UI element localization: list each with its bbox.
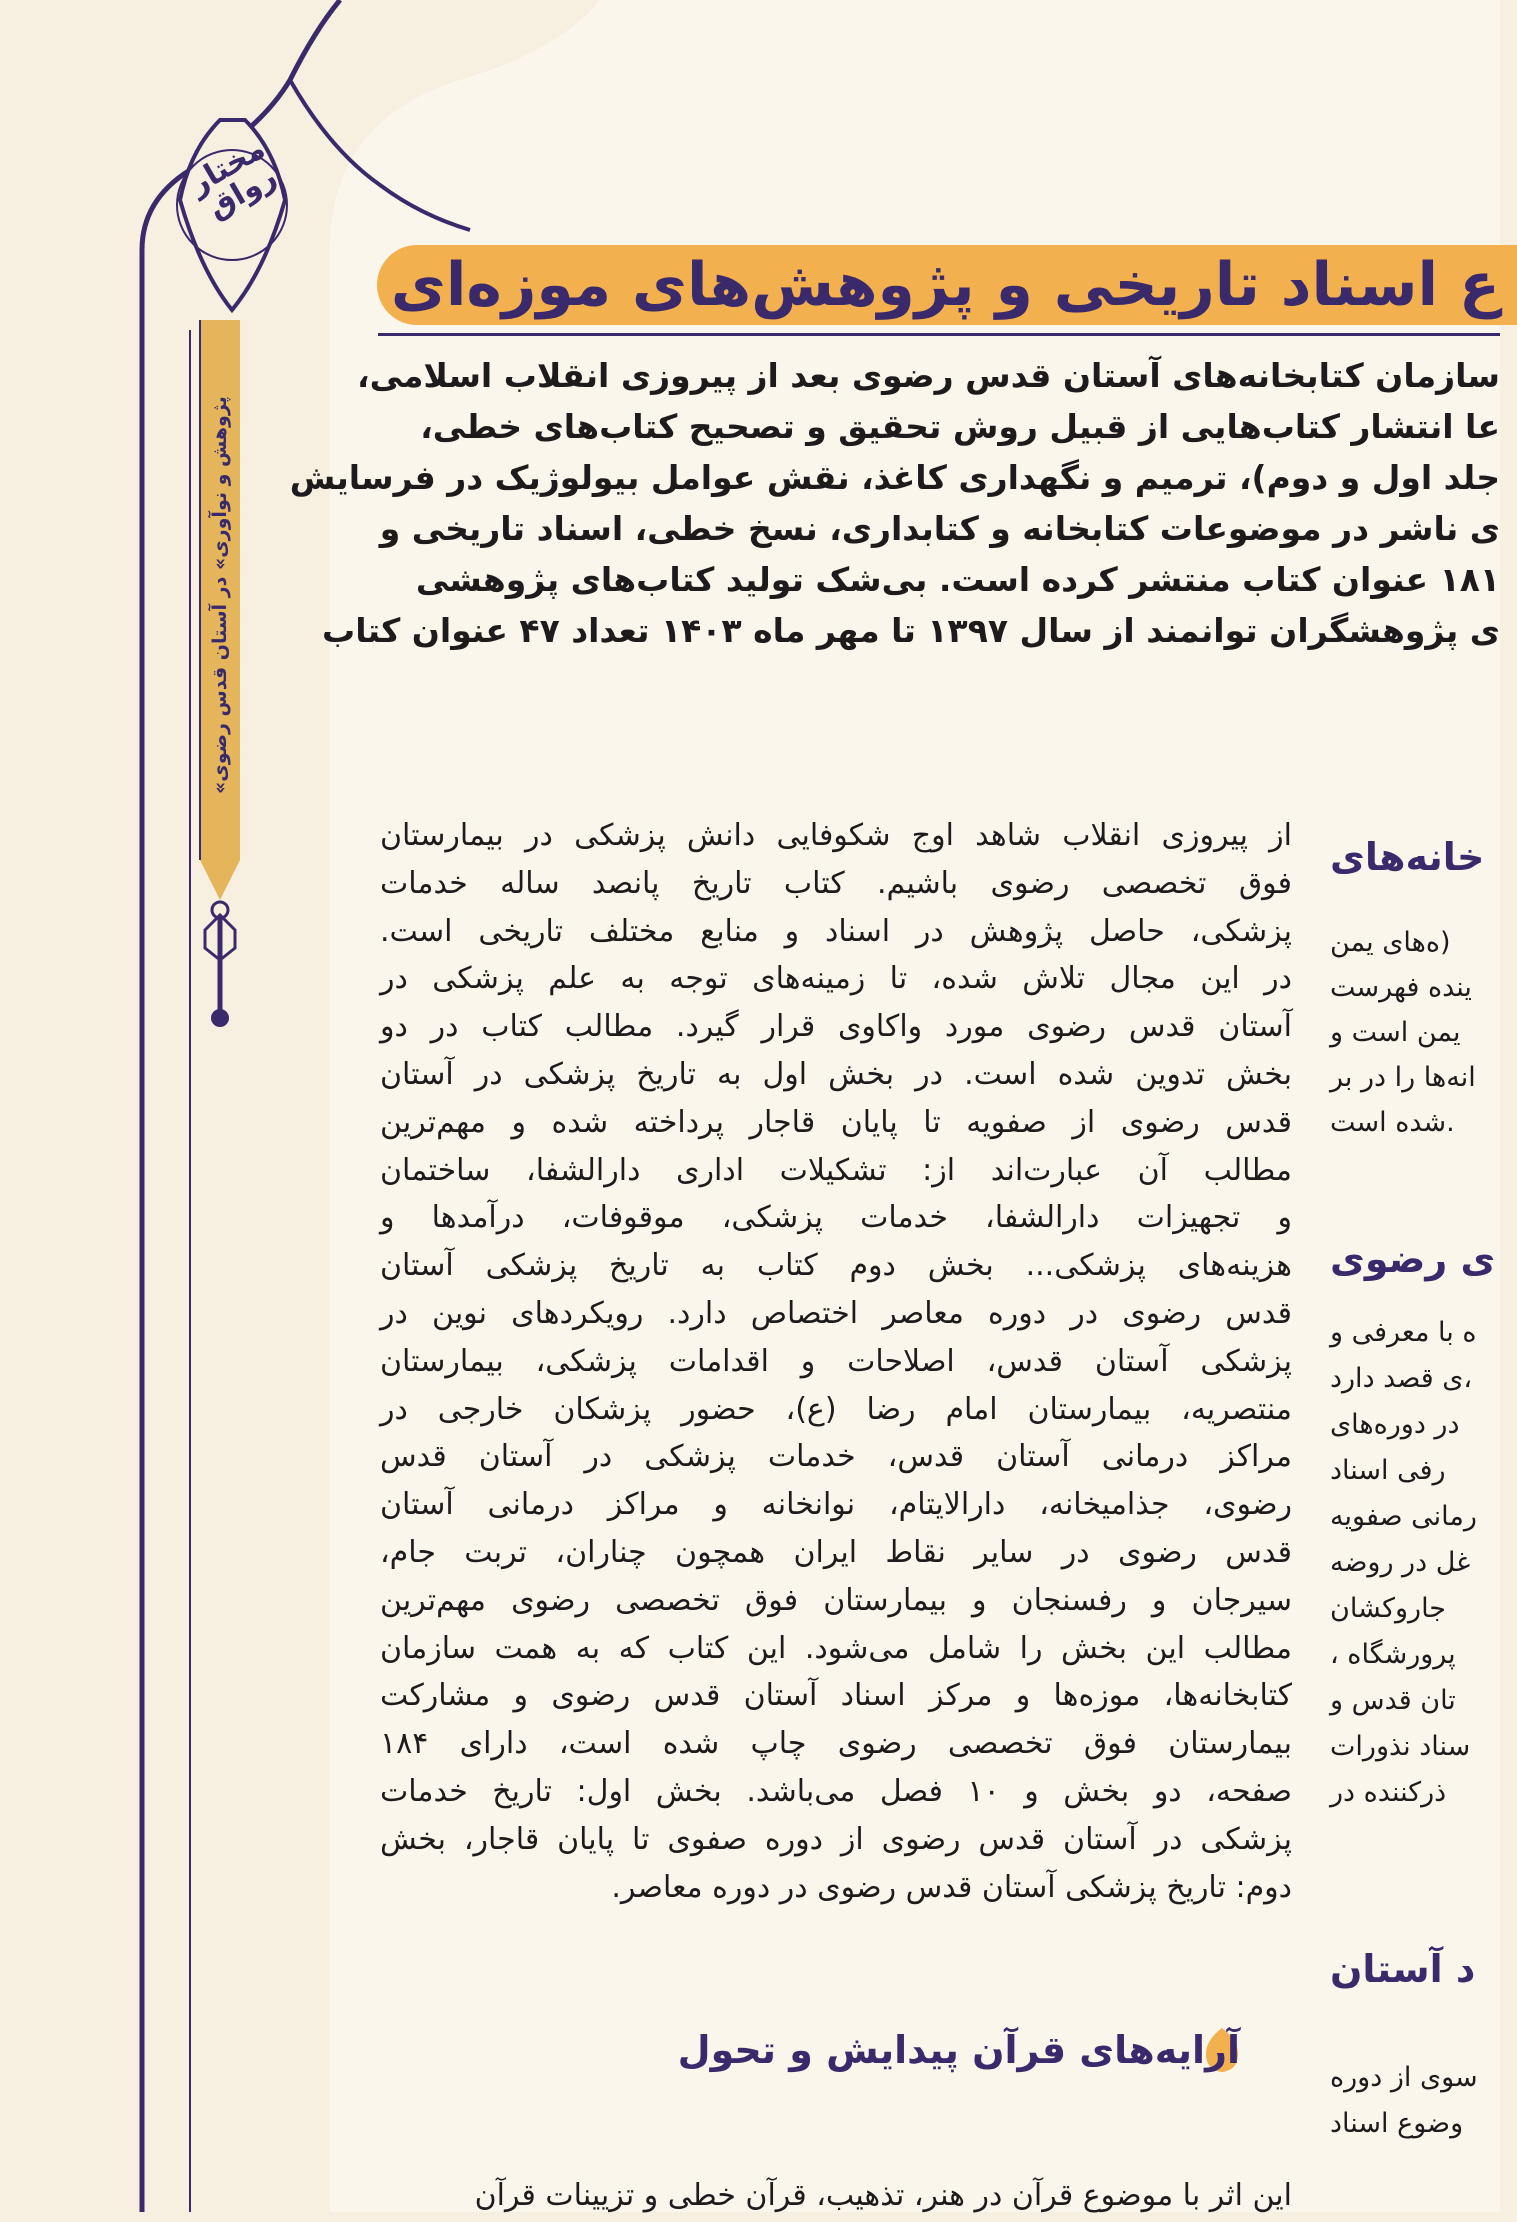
body-line: پزشکی آستان قدس، اصلاحات و اقدامات پزشکی، بیمارستان — [380, 1343, 1292, 1379]
right-line: تان قدس و — [1330, 1685, 1456, 1716]
body-line: بیمارستان فوق تخصصی رضوی چاپ شده است، دارای ۱۸۴ — [380, 1726, 1292, 1762]
right-line: ، پرورشگاه — [1330, 1639, 1456, 1670]
title-divider — [378, 333, 1500, 336]
right-line: جاروکشان — [1330, 1593, 1446, 1624]
intro-line: سازمان کتابخانه‌های آستان قدس رضوی بعد از پیروزی انقلاب اسلامی، — [357, 356, 1500, 395]
intro-line: عا انتشار کتاب‌هایی از قبیل روش تحقیق و تصحیح کتاب‌های خطی، — [420, 407, 1500, 446]
body-line: در این مجال تلاش شده، تا زمینه‌های توجه به علم پزشکی در — [380, 961, 1292, 997]
body-line: هزینه‌های پزشکی... بخش دوم کتاب به تاریخ پزشکی آستان — [380, 1248, 1292, 1284]
body-line: قدس رضوی از صفویه تا پایان قاجار پرداخته شده و مهم‌ترین — [380, 1104, 1292, 1140]
section-subheading: آرایه‌های قرآن پیدایش و تحول — [677, 2028, 1240, 2072]
body-line: صفحه، دو بخش و ۱۰ فصل می‌باشد. بخش اول: تاریخ خدمات — [380, 1773, 1292, 1809]
right-line: شده است. — [1330, 1107, 1455, 1138]
main-column-text — [380, 812, 1292, 1911]
right-line: سناد نذورات — [1330, 1731, 1471, 1762]
right-line: ه با معرفی و — [1330, 1317, 1477, 1348]
right-heading-2: ی رضوی — [1330, 1237, 1496, 1281]
right-line: ینده فهرست — [1330, 972, 1472, 1003]
body-line: سیرجان و رفسنجان و بیمارستان فوق تخصصی رضوی مهم‌ترین — [380, 1582, 1292, 1618]
body-line: مراکز درمانی آستان قدس، خدمات پزشکی در آستان قدس — [380, 1439, 1292, 1475]
intro-line: جلد اول و دوم)، ترمیم و نگهداری کاغذ، نقش عوامل بیولوژیک در فرسایش — [289, 458, 1500, 497]
intro-line: ی ناشر در موضوعات کتابخانه و کتابداری، نسخ خطی، اسناد تاریخی و — [379, 509, 1500, 548]
body-line: فوق تخصصی رضوی باشیم. کتاب تاریخ پانصد ساله خدمات — [380, 865, 1292, 901]
body-line: پزشکی، حاصل پژوهش در اسناد و منابع مختلف تاریخی است. — [380, 913, 1292, 949]
right-line: ه‌های یمن) — [1330, 927, 1451, 958]
sidebar-vertical-label: «پژوهش و نوآوری» در آستان قدس رضوی — [209, 396, 231, 794]
body-line: بخش تدوین شده است. در بخش اول به تاریخ پزشکی در آستان — [380, 1056, 1292, 1092]
page-title: ع اسناد تاریخی و پژوهش‌های موزه‌ای — [390, 250, 1500, 320]
body-line: منتصریه، بیمارستان امام رضا (ع)، حضور پزشکان خارجی در — [380, 1391, 1292, 1427]
subsection-first-line: این اثر با موضوع قرآن در هنر، تذهیب، قرآن خطی و تزیینات قرآن — [474, 2178, 1292, 2213]
body-line: کتابخانه‌ها، موزه‌ها و مرکز اسناد آستان قدس رضوی و مشارکت — [380, 1678, 1292, 1714]
body-line: قدس رضوی در سایر نقاط ایران همچون چناران، تربت جام، — [380, 1534, 1292, 1570]
body-line: دوم: تاریخ پزشکی آستان قدس رضوی در دوره معاصر. — [611, 1869, 1292, 1905]
right-line: رفی اسناد — [1330, 1455, 1446, 1486]
intro-line: ی پژوهشگران توانمند از سال ۱۳۹۷ تا مهر ماه ۱۴۰۳ تعداد ۴۷ عنوان کتاب — [322, 611, 1500, 650]
right-line: غل در روضه — [1330, 1547, 1471, 1578]
right-line: ی قصد دارد، — [1330, 1363, 1473, 1394]
body-line: مطالب آن عبارت‌اند از: تشکیلات اداری دارالشفا، ساختمان — [380, 1152, 1292, 1188]
right-line: ذرکننده در — [1330, 1777, 1447, 1808]
body-line: و تجهیزات دارالشفا، خدمات پزشکی، موقوفات، درآمدها و — [380, 1200, 1292, 1236]
right-line: رمانی صفویه — [1330, 1501, 1477, 1532]
body-line: قدس رضوی در دوره معاصر اختصاص دارد. رویکردهای نوین در — [380, 1295, 1292, 1331]
right-line: در دوره‌های — [1330, 1409, 1460, 1440]
right-line: انه‌ها را در بر — [1330, 1062, 1476, 1093]
body-line: رضوی، جذامیخانه، دارالایتام، نوانخانه و مراکز درمانی آستان — [380, 1487, 1292, 1523]
right-line: یمن است و — [1330, 1017, 1461, 1048]
intro-line: ۱۸۱ عنوان کتاب منتشر کرده است. بی‌شک تولید کتاب‌های پژوهشی — [415, 560, 1500, 599]
body-line: آستان قدس رضوی مورد واکاوی قرار گیرد. مطالب کتاب در دو — [380, 1009, 1292, 1045]
intro-paragraph — [289, 350, 1500, 656]
body-line: از پیروزی انقلاب شاهد اوج شکوفایی دانش پزشکی در بیمارستان — [380, 818, 1292, 853]
right-heading-3: د آستان — [1330, 1947, 1476, 1991]
body-line: پزشکی در آستان قدس رضوی از دوره صفوی تا پایان قاجار، بخش — [380, 1821, 1292, 1857]
right-line: سوی از دوره — [1330, 2062, 1478, 2093]
right-line: وضوع اسناد — [1330, 2108, 1464, 2139]
logo-text: مختار رواق — [183, 131, 283, 226]
right-heading-1: خانه‌های — [1330, 835, 1485, 879]
body-line: مطالب این بخش را شامل می‌شود. این کتاب که به همت سازمان — [380, 1630, 1292, 1666]
